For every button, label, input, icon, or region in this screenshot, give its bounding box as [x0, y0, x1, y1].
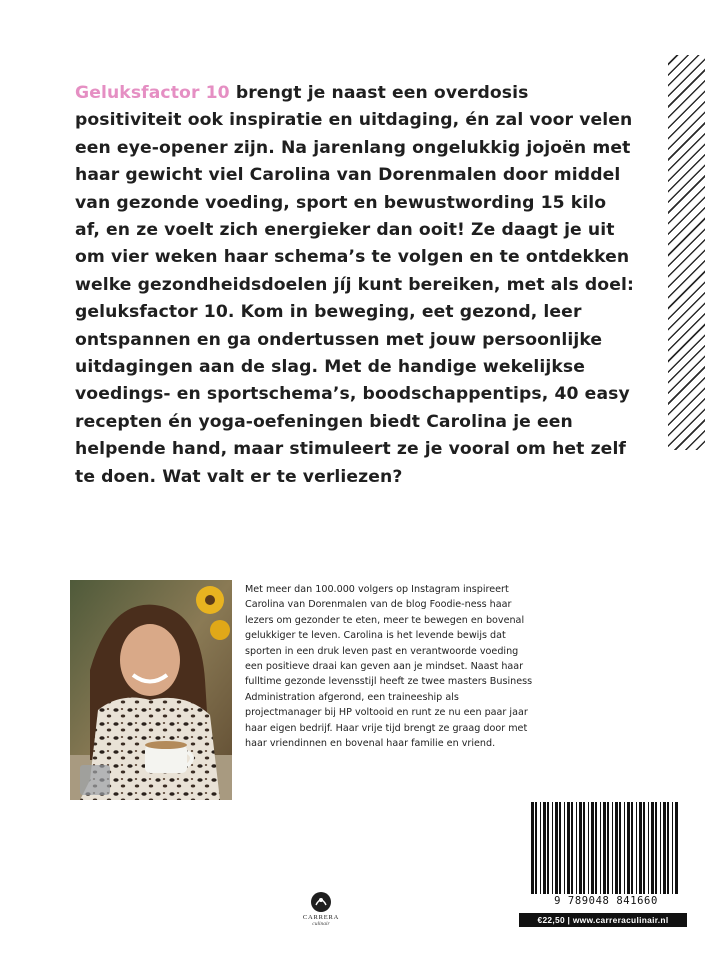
publisher-subname: culinair: [312, 921, 330, 927]
barcode-bar: [675, 802, 678, 894]
barcode-bar: [631, 802, 633, 894]
isbn-number: 9 789048 841660: [554, 895, 658, 907]
barcode-bar: [588, 802, 589, 894]
barcode-bar: [636, 802, 637, 894]
barcode-bar: [607, 802, 609, 894]
barcode-bar: [612, 802, 613, 894]
barcode-bar: [660, 802, 661, 894]
barcode-bar: [619, 802, 621, 894]
barcode-bar: [531, 802, 534, 894]
barcode-bar: [639, 802, 642, 894]
barcode-bar: [643, 802, 645, 894]
publisher-logo: [295, 891, 347, 927]
barcode-bar: [667, 802, 669, 894]
price-and-url: €22,50 | www.carreraculinair.nl: [519, 913, 687, 927]
barcode-bar: [579, 802, 582, 894]
barcode-bar: [583, 802, 585, 894]
barcode-bar: [663, 802, 666, 894]
barcode-bar: [576, 802, 577, 894]
barcode-bar: [555, 802, 558, 894]
author-photo: [70, 580, 232, 800]
barcode-bar: [603, 802, 606, 894]
barcode-bar: [651, 802, 654, 894]
author-bio: Met meer dan 100.000 volgers op Instagram inspireert Carolina van Dorenmalen van de blog Foodie-ness haar lezers om gezonder te eten, meer te bewegen en bovenal gelukkiger te leven. Carolina is het levende bewijs dat sporten in een druk leven past en verantwoorde voeding een positieve draai kan geven aan je mindset. Naast haar fulltime gezonde levensstijl heeft ze twee masters Business Administration afgerond, een traineeship als projectmanager bij HP voltooid en runt ze nu een paar jaar haar eigen bedrijf. Haar vrije tijd brengt ze graag door met haar vriendinnen en bovenal haar familie en vriend.: [245, 584, 533, 750]
book-title-highlight: Geluksfactor 10: [75, 83, 230, 103]
barcode-bar: [595, 802, 597, 894]
barcode-bar: [540, 802, 541, 894]
barcode-bar: [547, 802, 549, 894]
barcode-bar: [564, 802, 565, 894]
barcode-bar: [567, 802, 570, 894]
barcode-bar: [559, 802, 561, 894]
barcode-bar: [655, 802, 657, 894]
barcode-bars: [531, 802, 681, 894]
barcode-bar: [591, 802, 594, 894]
author-photo-illustration: [70, 580, 232, 800]
barcode-bar: [627, 802, 630, 894]
carrera-logo-icon: [310, 891, 332, 913]
publisher-name: CARRERA: [302, 914, 340, 921]
barcode-bar: [624, 802, 625, 894]
diagonal-stripes-decoration: [668, 55, 705, 450]
barcode-bar: [543, 802, 546, 894]
barcode-bar: [552, 802, 553, 894]
barcode-bar: [535, 802, 537, 894]
barcode-bar: [600, 802, 601, 894]
barcode-bar: [672, 802, 673, 894]
barcode-bar: [615, 802, 618, 894]
isbn-barcode: [527, 800, 685, 918]
back-cover-blurb: [75, 80, 635, 491]
barcode-bar: [648, 802, 649, 894]
barcode-bar: [571, 802, 573, 894]
blurb-text: brengt je naast een overdosis positiviteit ook inspiratie en uitdaging, én zal voor velen een eye-opener zijn. Na jarenlang ongelukkig jojoën met haar gewicht viel Carolina van Dorenmalen door middel van gezonde voeding, sport en bewustwording 15 kilo af, en ze voelt zich energieker dan ooit! Ze daagt je uit om vier weken haar schema’s te volgen en te ontdekken welke gezondheidsdoelen jíj kunt bereiken, met als doel: geluksfactor 10. Kom in beweging, eet gezond, leer ontspannen en ga ondertussen met jouw persoonlijke uitdagingen aan de slag. Met de handige wekelijkse voedings- en sportschema’s, boodschappentips, 40 easy recepten én yoga-oefeningen biedt Carolina je een helpende hand, maar stimuleert ze je vooral om het zelf te doen. Wat valt er te verliezen?: [75, 83, 634, 487]
